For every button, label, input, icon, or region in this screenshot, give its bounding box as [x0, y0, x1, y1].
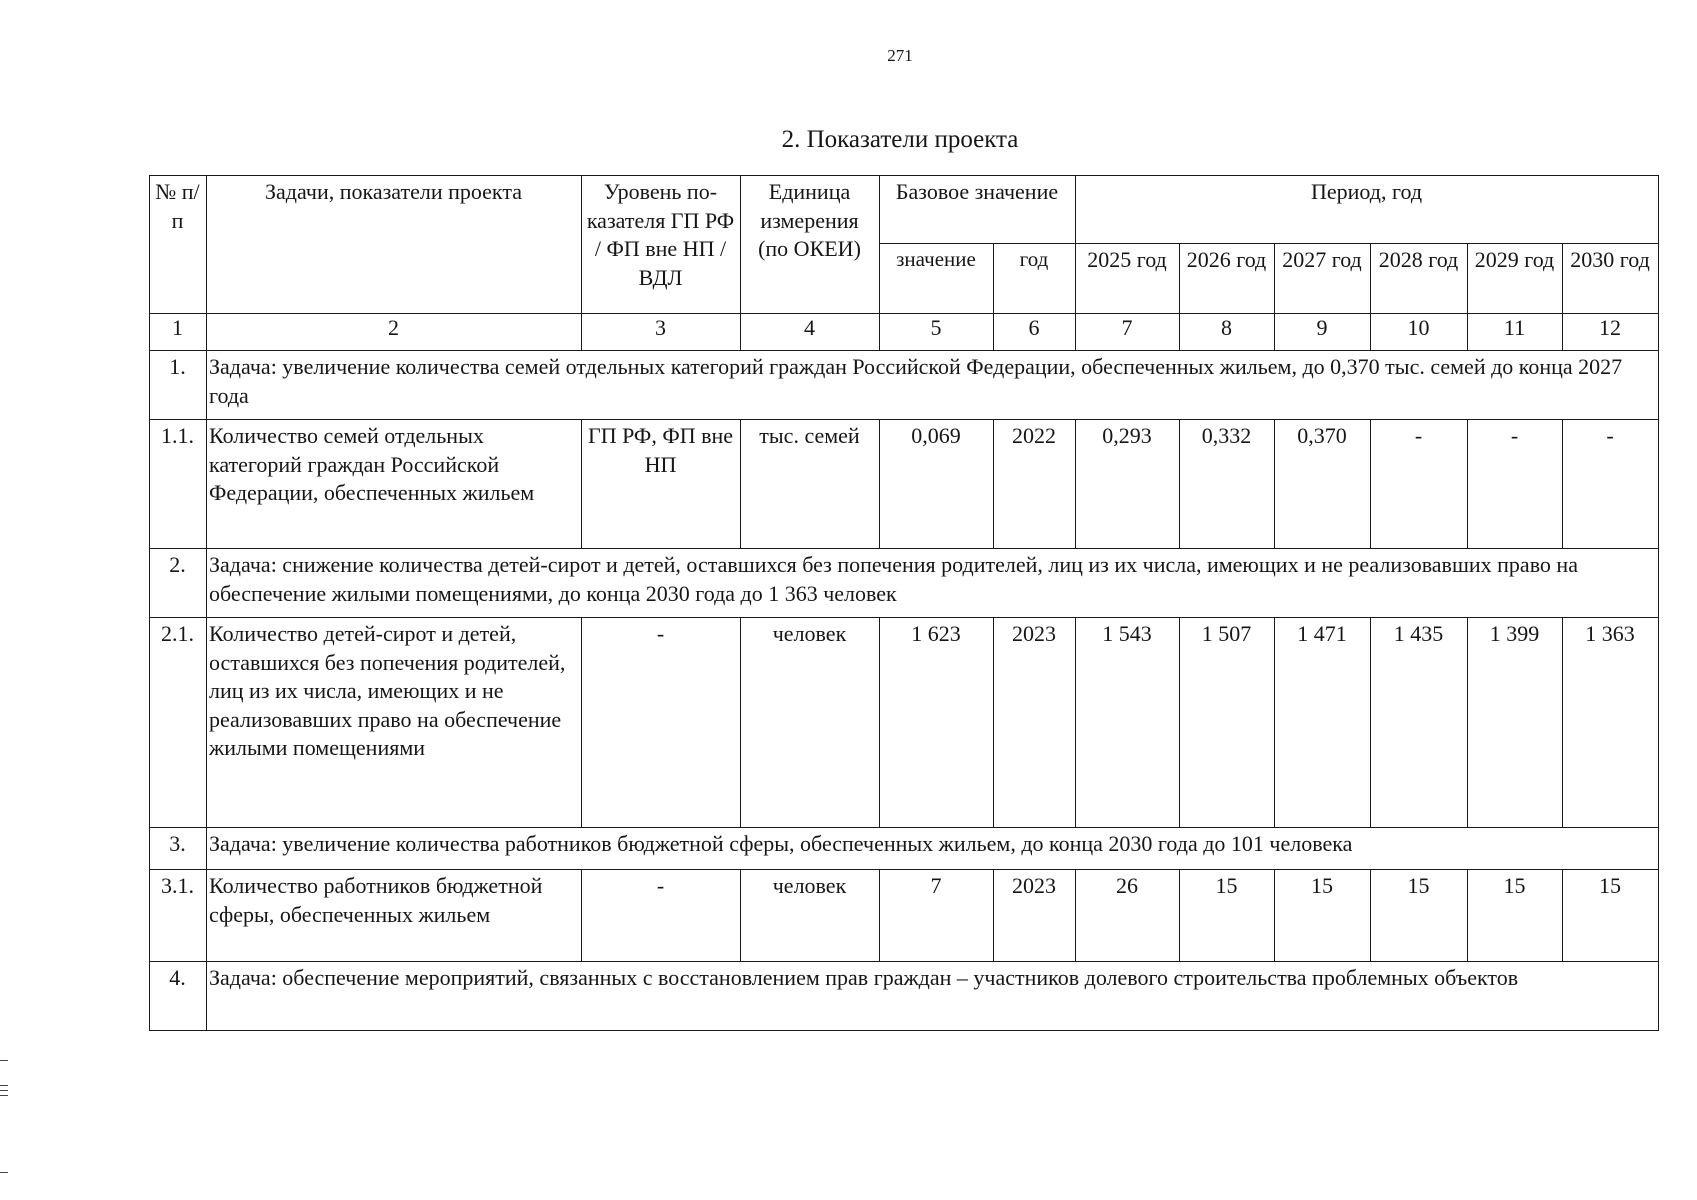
task-text: Задача: увеличение количества работников бюджетной сферы, обеспеченных жильем, до конца 2030 года до 101 человека [207, 828, 1659, 870]
column-number: 2 [207, 314, 582, 351]
task-row [150, 962, 1659, 1031]
indicator-name: Количество работников бюджетной сферы, обеспеченных жильем [207, 870, 582, 962]
task-row [150, 549, 1659, 618]
period-value: 1 471 [1275, 618, 1371, 828]
header-base-year: год [994, 244, 1076, 314]
period-value: 1 435 [1371, 618, 1468, 828]
header-year: 2026 год [1180, 244, 1275, 314]
column-number: 8 [1180, 314, 1275, 351]
header-task: Задачи, показатели проекта [207, 176, 582, 314]
period-value: 1 543 [1076, 618, 1180, 828]
header-num: № п/п [150, 176, 207, 314]
period-value: 26 [1076, 870, 1180, 962]
indicator-name: Количество детей-сирот и детей, оставшихся без попечения родителей, лиц из их числа, имеющих и не реализовавших право на обеспечение жилыми помещениями [207, 618, 582, 828]
header-year: 2028 год [1371, 244, 1468, 314]
row-number: 1.1. [150, 420, 207, 549]
column-number: 10 [1371, 314, 1468, 351]
header-level: Уровень по-казателя ГП РФ / ФП вне НП / ВДЛ [582, 176, 741, 314]
base-value: 7 [880, 870, 994, 962]
indicators-table [149, 175, 1659, 1031]
header-year: 2029 год [1468, 244, 1563, 314]
task-row [150, 828, 1659, 870]
base-year: 2022 [994, 420, 1076, 549]
task-row [150, 351, 1659, 420]
row-number: 2. [150, 549, 207, 618]
header-unit: Единица измерения (по ОКЕИ) [741, 176, 880, 314]
base-year: 2023 [994, 618, 1076, 828]
header-base: Базовое значение [880, 176, 1076, 244]
column-number: 3 [582, 314, 741, 351]
indicator-row [150, 870, 1659, 962]
base-year: 2023 [994, 870, 1076, 962]
header-period: Период, год [1076, 176, 1659, 244]
period-value: 15 [1275, 870, 1371, 962]
period-value: 0,293 [1076, 420, 1180, 549]
section-title: 2. Показатели проекта [781, 126, 1019, 153]
row-number: 4. [150, 962, 207, 1031]
scan-margin-mark [0, 1172, 8, 1173]
scan-margin-mark [0, 1060, 8, 1061]
period-value: 15 [1563, 870, 1659, 962]
period-value: 0,332 [1180, 420, 1275, 549]
column-number: 1 [150, 314, 207, 351]
period-value: - [1371, 420, 1468, 549]
task-text: Задача: снижение количества детей-сирот и детей, оставшихся без попечения родителей, лиц из их числа, имеющих и не реализовавших право на обеспечение жилыми помещениями, до конца 2030 года до 1 363 человек [207, 549, 1659, 618]
page-number: 271 [887, 46, 913, 65]
task-text: Задача: увеличение количества семей отдельных категорий граждан Российской Федерации, обеспеченных жильем, до 0,370 тыс. семей до конца 2027 года [207, 351, 1659, 420]
period-value: 15 [1371, 870, 1468, 962]
column-number: 7 [1076, 314, 1180, 351]
row-number: 3. [150, 828, 207, 870]
column-number: 9 [1275, 314, 1371, 351]
indicator-level: - [582, 870, 741, 962]
column-number: 12 [1563, 314, 1659, 351]
period-value: - [1468, 420, 1563, 549]
scan-margin-mark [0, 1095, 8, 1096]
header-year: 2027 год [1275, 244, 1371, 314]
base-value: 1 623 [880, 618, 994, 828]
column-number: 4 [741, 314, 880, 351]
indicator-row [150, 618, 1659, 828]
indicator-name: Количество семей отдельных категорий граждан Российской Федерации, обеспеченных жильем [207, 420, 582, 549]
period-value: - [1563, 420, 1659, 549]
column-number: 11 [1468, 314, 1563, 351]
row-number: 2.1. [150, 618, 207, 828]
period-value: 1 399 [1468, 618, 1563, 828]
header-year: 2025 год [1076, 244, 1180, 314]
indicator-row [150, 420, 1659, 549]
period-value: 1 507 [1180, 618, 1275, 828]
row-number: 1. [150, 351, 207, 420]
indicator-unit: тыс. семей [741, 420, 880, 549]
column-number: 6 [994, 314, 1076, 351]
period-value: 1 363 [1563, 618, 1659, 828]
scan-margin-mark [0, 1090, 8, 1091]
period-value: 15 [1468, 870, 1563, 962]
header-base-value: значение [880, 244, 994, 314]
column-number-row [150, 314, 1659, 351]
header-year: 2030 год [1563, 244, 1659, 314]
indicator-level: ГП РФ, ФП вне НП [582, 420, 741, 549]
row-number: 3.1. [150, 870, 207, 962]
period-value: 15 [1180, 870, 1275, 962]
task-text: Задача: обеспечение мероприятий, связанных с восстановлением прав граждан – участников долевого строительства проблемных объектов [207, 962, 1659, 1031]
indicator-level: - [582, 618, 741, 828]
header-row [150, 176, 1659, 244]
indicator-unit: человек [741, 870, 880, 962]
base-value: 0,069 [880, 420, 994, 549]
indicator-unit: человек [741, 618, 880, 828]
period-value: 0,370 [1275, 420, 1371, 549]
column-number: 5 [880, 314, 994, 351]
scan-margin-mark [0, 1085, 8, 1086]
